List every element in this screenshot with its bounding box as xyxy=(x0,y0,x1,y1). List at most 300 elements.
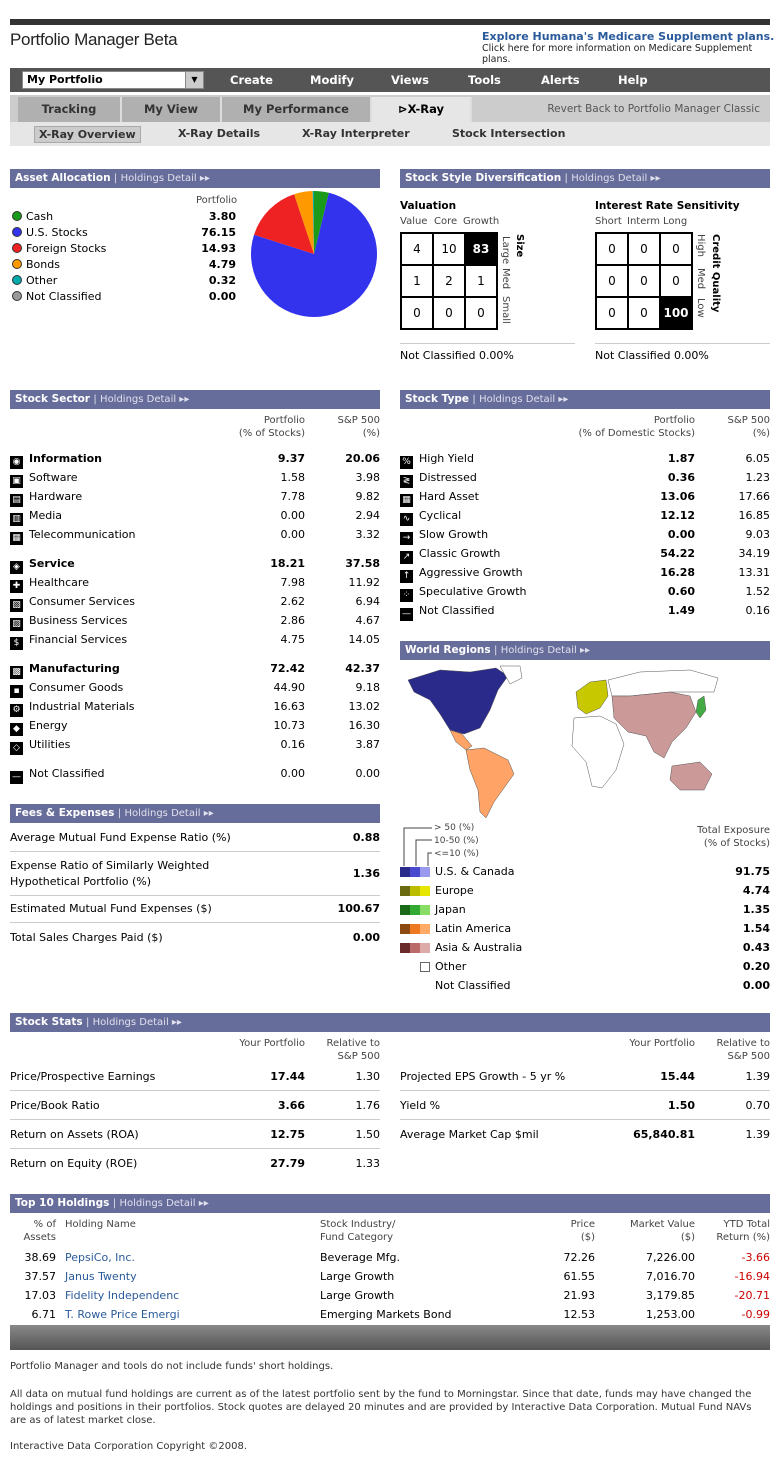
sector-icon: ◈ xyxy=(10,561,23,574)
stat-portfolio-value: 12.75 xyxy=(270,1128,305,1141)
holding-market-value: 7,016.70 xyxy=(646,1270,695,1283)
holding-industry: Beverage Mfg. xyxy=(320,1251,400,1264)
type-label: Slow Growth xyxy=(419,528,489,541)
size-med: Med xyxy=(500,268,511,290)
sector-col1-h1: Portfolio xyxy=(263,415,305,426)
asset-value: 3.80 xyxy=(208,210,236,223)
type-label: Not Classified xyxy=(419,604,495,617)
subtab-stock-intersection[interactable]: Stock Intersection xyxy=(452,127,566,140)
th-mv-2: ($) xyxy=(680,1232,695,1243)
sector-row-label xyxy=(10,700,135,717)
legend-brackets xyxy=(400,826,436,866)
sector-sp500-value: 3.98 xyxy=(355,471,380,484)
asset-label: Foreign Stocks xyxy=(26,242,107,255)
type-label: Cyclical xyxy=(419,509,462,522)
region-value: 0.20 xyxy=(742,960,770,973)
swatch-icon xyxy=(420,867,430,877)
region-label: Latin America xyxy=(435,922,512,935)
type-col1-h2: (% of Domestic Stocks) xyxy=(578,428,695,439)
asset-allocation-section xyxy=(10,169,380,188)
sector-icon: ▦ xyxy=(10,532,23,545)
fees-section: Fees & Expenses | Holdings Detail ▸▸ xyxy=(10,804,380,823)
map-south-america xyxy=(466,748,514,818)
type-icon: ∿ xyxy=(400,513,413,526)
style-cell: 1 xyxy=(465,265,497,297)
stats-col2-h2: S&P 500 xyxy=(337,1051,380,1062)
region-swatch-other xyxy=(420,962,430,972)
region-value: 0.00 xyxy=(742,979,770,992)
sector-col2-h1: S&P 500 xyxy=(337,415,380,426)
holding-industry: Emerging Markets Bond xyxy=(320,1308,452,1321)
sector-row-label xyxy=(10,767,104,784)
swatch-icon xyxy=(410,943,420,953)
type-row-label xyxy=(400,509,461,526)
type-icon: ≷ xyxy=(400,475,413,488)
type-row-label xyxy=(400,528,488,545)
legend-high: > 50 (%) xyxy=(434,823,475,833)
interest-col-short: Short xyxy=(595,216,622,227)
holding-name-link[interactable]: T. Rowe Price Emergi xyxy=(65,1308,180,1321)
holding-pct: 6.71 xyxy=(31,1308,56,1321)
interest-title: Interest Rate Sensitivity xyxy=(595,200,740,212)
interest-not-classified: Not Classified 0.00% xyxy=(595,349,709,362)
top10-section: Top 10 Holdings | Holdings Detail ▸▸ xyxy=(10,1194,770,1213)
style-cell: 0 xyxy=(660,265,692,297)
fee-label: Total Sales Charges Paid ($) xyxy=(10,931,163,944)
menu-modify[interactable]: Modify xyxy=(310,73,355,87)
asset-row-label xyxy=(12,258,60,271)
style-cell: 0 xyxy=(596,265,628,297)
legend-mid: 10-50 (%) xyxy=(434,836,479,846)
holding-market-value: 7,226.00 xyxy=(646,1251,695,1264)
sector-portfolio-value: 7.98 xyxy=(280,576,305,589)
fee-value: 0.00 xyxy=(352,931,380,944)
subtab-xray-interpreter[interactable]: X-Ray Interpreter xyxy=(302,127,410,140)
holding-ytd-return: -20.71 xyxy=(734,1289,770,1302)
sector-portfolio-value: 16.63 xyxy=(273,700,305,713)
sector-icon: ▥ xyxy=(10,513,23,526)
type-label: High Yield xyxy=(419,452,474,465)
sector-portfolio-value: 0.00 xyxy=(280,509,305,522)
style-cell: 0 xyxy=(628,233,660,265)
asset-row-label xyxy=(12,274,57,287)
sector-label: Telecommunication xyxy=(29,528,136,541)
sector-portfolio-value: 10.73 xyxy=(273,719,305,732)
region-label: Other xyxy=(435,960,467,973)
type-sp500-value: 34.19 xyxy=(738,547,770,560)
swatch-icon xyxy=(400,943,410,953)
type-sp500-value: 0.16 xyxy=(745,604,770,617)
sector-sp500-value: 2.94 xyxy=(355,509,380,522)
sector-portfolio-value: 7.78 xyxy=(280,490,305,503)
tab-my-view[interactable]: My View xyxy=(122,97,222,122)
asset-pie-chart xyxy=(250,190,378,318)
footer-note-2: All data on mutual fund holdings are current as of the latest portfolio sent by the fund to Morningstar. Since that date, funds may have changed the holdings and positions in their portfolios. Stock quotes are delayed 20 minutes and are provided by Interactive Data Corporation. Mutual Fund NAVs are as of latest market close. xyxy=(10,1389,752,1426)
style-cell: 0 xyxy=(596,233,628,265)
ad-subtext[interactable]: Click here for more information on Medicare Supplement plans. xyxy=(482,43,753,65)
sector-label: Energy xyxy=(29,719,68,732)
type-label: Hard Asset xyxy=(419,490,479,503)
holdings-detail-link[interactable]: Holdings Detail ▸▸ xyxy=(119,1198,209,1209)
fee-value: 0.88 xyxy=(352,831,380,844)
sector-row-label xyxy=(10,471,78,488)
stat-portfolio-value: 15.44 xyxy=(660,1070,695,1083)
legend-dot-icon xyxy=(12,291,22,301)
style-cell: 0 xyxy=(433,297,465,329)
stat-label: Average Market Cap $mil xyxy=(400,1128,539,1141)
type-sp500-value: 17.66 xyxy=(738,490,770,503)
valuation-col-core: Core xyxy=(434,216,458,227)
type-row-label xyxy=(400,471,477,488)
sector-sp500-value: 9.82 xyxy=(355,490,380,503)
sector-row-label xyxy=(10,557,75,574)
menu-alerts[interactable]: Alerts xyxy=(541,73,580,87)
type-portfolio-value: 0.00 xyxy=(667,528,695,541)
type-icon: % xyxy=(400,456,413,469)
divider xyxy=(400,1090,770,1091)
holding-pct: 38.69 xyxy=(24,1251,56,1264)
tab-bar xyxy=(10,95,770,122)
sector-sp500-value: 42.37 xyxy=(345,662,380,675)
sector-icon: — xyxy=(12,772,21,782)
type-icon: ↑ xyxy=(400,570,413,583)
sector-row-label xyxy=(10,719,68,736)
world-regions-section: World Regions | Holdings Detail ▸▸ xyxy=(400,641,770,660)
th-ytd-1: YTD Total xyxy=(723,1219,770,1230)
sector-col2-h2: (%) xyxy=(362,428,380,439)
swatch-icon xyxy=(410,924,420,934)
region-swatch xyxy=(400,867,432,877)
stat-portfolio-value: 65,840.81 xyxy=(633,1128,695,1141)
menu-tools[interactable]: Tools xyxy=(468,73,501,87)
stat-relative-value: 1.39 xyxy=(745,1070,770,1083)
legend-dot-icon xyxy=(12,259,22,269)
asset-label: Cash xyxy=(26,210,54,223)
map-japan xyxy=(696,696,706,718)
sector-icon: ⚙ xyxy=(10,704,23,717)
sector-sp500-value: 13.02 xyxy=(348,700,380,713)
xray-icon: ⊳ xyxy=(397,102,408,116)
holdings-detail-link[interactable]: Holdings Detail ▸▸ xyxy=(124,808,214,819)
sector-portfolio-value: 0.00 xyxy=(280,528,305,541)
menu-bar xyxy=(10,68,770,92)
sector-label: Not Classified xyxy=(29,767,105,780)
asset-label: Other xyxy=(26,274,58,287)
region-value: 1.54 xyxy=(742,922,770,935)
holding-market-value: 1,253.00 xyxy=(646,1308,695,1321)
type-col2-h2: (%) xyxy=(752,428,770,439)
style-cell: 0 xyxy=(596,297,628,329)
type-portfolio-value: 16.28 xyxy=(660,566,695,579)
region-swatch xyxy=(400,905,432,915)
holding-ytd-return: -0.99 xyxy=(741,1308,770,1321)
sector-icon: ◇ xyxy=(10,742,23,755)
stat-relative-value: 1.76 xyxy=(355,1099,380,1112)
type-sp500-value: 1.52 xyxy=(745,585,770,598)
map-australia xyxy=(670,762,712,790)
stat-relative-value: 0.70 xyxy=(745,1099,770,1112)
holding-name-link[interactable]: Fidelity Independenc xyxy=(65,1289,180,1302)
ad-link[interactable]: Explore Humana's Medicare Supplement plans. xyxy=(482,30,775,43)
sector-portfolio-value: 44.90 xyxy=(273,681,305,694)
holding-ytd-return: -16.94 xyxy=(734,1270,770,1283)
sector-icon: ◆ xyxy=(10,723,23,736)
region-label: Not Classified xyxy=(435,979,511,992)
sector-sp500-value: 4.67 xyxy=(355,614,380,627)
sector-portfolio-value: 9.37 xyxy=(277,452,305,465)
style-cell: 0 xyxy=(628,265,660,297)
stat-relative-value: 1.50 xyxy=(355,1128,380,1141)
th-price-1: Price xyxy=(570,1219,595,1230)
divider xyxy=(10,1148,380,1149)
region-label: Japan xyxy=(435,903,466,916)
stat-label: Yield % xyxy=(400,1099,441,1112)
sector-row-label xyxy=(10,614,127,631)
world-map xyxy=(400,662,770,820)
holding-name-link[interactable]: PepsiCo, Inc. xyxy=(65,1251,135,1264)
holding-industry: Large Growth xyxy=(320,1270,395,1283)
holding-pct: 37.57 xyxy=(24,1270,56,1283)
valuation-not-classified: Not Classified 0.00% xyxy=(400,349,514,362)
swatch-icon xyxy=(420,905,430,915)
size-title: Size xyxy=(514,234,525,258)
stats-col1-right: Your Portfolio xyxy=(629,1038,695,1049)
asset-value: 4.79 xyxy=(208,258,236,271)
swatch-icon xyxy=(410,886,420,896)
menu-help[interactable]: Help xyxy=(618,73,648,87)
app-logo: Portfolio Manager Beta xyxy=(10,30,178,49)
type-row-label xyxy=(400,604,494,621)
sector-icon: ✚ xyxy=(10,580,23,593)
swatch-icon xyxy=(400,924,410,934)
stat-relative-value: 1.30 xyxy=(355,1070,380,1083)
region-swatch xyxy=(400,924,432,934)
sector-row-label xyxy=(10,490,82,507)
sector-col1-h2: (% of Stocks) xyxy=(238,428,305,439)
type-portfolio-value: 54.22 xyxy=(660,547,695,560)
swatch-icon xyxy=(410,905,420,915)
style-cell: 0 xyxy=(628,297,660,329)
stat-relative-value: 1.33 xyxy=(355,1157,380,1170)
credit-quality-title: Credit Quality xyxy=(710,234,721,313)
th-pct-1: % of xyxy=(33,1219,56,1230)
holdings-detail-link[interactable]: Holdings Detail ▸▸ xyxy=(479,394,569,405)
type-icon: ⁘ xyxy=(400,589,413,602)
th-ytd-2: Return (%) xyxy=(716,1232,770,1243)
asset-label: Bonds xyxy=(26,258,60,271)
asset-row-label xyxy=(12,226,88,239)
footer-note-1: Portfolio Manager and tools do not include funds' short holdings. xyxy=(10,1361,334,1372)
th-pct-2: Assets xyxy=(23,1232,56,1243)
sector-label: Financial Services xyxy=(29,633,128,646)
sector-label: Consumer Goods xyxy=(29,681,124,694)
menu-views[interactable]: Views xyxy=(391,73,429,87)
style-cell: 0 xyxy=(465,297,497,329)
sector-label: Media xyxy=(29,509,63,522)
sector-row-label xyxy=(10,738,70,755)
sector-label: Hardware xyxy=(29,490,83,503)
sector-label: Healthcare xyxy=(29,576,89,589)
legend-dot-icon xyxy=(12,227,22,237)
asset-label: Not Classified xyxy=(26,290,102,303)
type-icon: ▦ xyxy=(400,494,413,507)
interest-col-long: Long xyxy=(663,216,688,227)
legend-low: <=10 (%) xyxy=(434,849,479,859)
type-sp500-value: 1.23 xyxy=(745,471,770,484)
footer-copyright: Interactive Data Corporation Copyright ©2008. xyxy=(10,1441,248,1452)
type-row-label xyxy=(400,585,527,602)
exposure-col-h1: Total Exposure xyxy=(697,825,770,836)
stock-sector-section: Stock Sector | Holdings Detail ▸▸ xyxy=(10,390,380,409)
subtab-xray-details[interactable]: X-Ray Details xyxy=(178,127,261,140)
holdings-detail-link[interactable]: Holdings Detail ▸▸ xyxy=(100,394,190,405)
sector-label: Manufacturing xyxy=(29,662,120,675)
type-col1-h1: Portfolio xyxy=(653,415,695,426)
sector-portfolio-value: 18.21 xyxy=(270,557,305,570)
sector-icon: ▣ xyxy=(10,475,23,488)
style-cell: 10 xyxy=(433,233,465,265)
credit-high: High xyxy=(695,234,706,257)
style-cell: 4 xyxy=(401,233,433,265)
tab-tracking[interactable]: Tracking xyxy=(18,97,122,122)
type-label: Distressed xyxy=(419,471,477,484)
interest-grid xyxy=(595,232,693,330)
credit-med: Med xyxy=(695,268,706,290)
stats-col2-right-h2: S&P 500 xyxy=(727,1051,770,1062)
region-value: 91.75 xyxy=(735,865,770,878)
swatch-icon xyxy=(400,886,410,896)
sector-portfolio-value: 0.00 xyxy=(280,767,305,780)
type-portfolio-value: 1.87 xyxy=(667,452,695,465)
type-row-label xyxy=(400,566,523,583)
holdings-detail-link[interactable]: Holdings Detail ▸▸ xyxy=(92,1017,182,1028)
legend-dot-icon xyxy=(12,243,22,253)
style-cell: 0 xyxy=(401,297,433,329)
asset-value: 0.32 xyxy=(208,274,236,287)
asset-allocation-header: Asset Allocation | Holdings Detail ▸▸ xyxy=(10,169,380,188)
sector-icon: ▨ xyxy=(10,618,23,631)
region-value: 0.43 xyxy=(742,941,770,954)
valuation-grid xyxy=(400,232,498,330)
style-div-section: Stock Style Diversification | Holdings Detail ▸▸ xyxy=(400,169,770,188)
subtab-xray-overview[interactable]: X-Ray Overview xyxy=(34,126,141,143)
sector-icon: ▪ xyxy=(10,685,23,698)
holding-industry: Large Growth xyxy=(320,1289,395,1302)
stock-type-section: Stock Type | Holdings Detail ▸▸ xyxy=(400,390,770,409)
map-north-america xyxy=(408,668,508,734)
asset-row-label xyxy=(12,242,106,255)
legend-dot-icon xyxy=(12,211,22,221)
sector-row-label xyxy=(10,528,136,545)
swatch-icon xyxy=(420,886,430,896)
divider xyxy=(10,1119,380,1120)
sector-row-label xyxy=(10,681,123,698)
holding-market-value: 3,179.85 xyxy=(646,1289,695,1302)
style-cell: 1 xyxy=(401,265,433,297)
type-portfolio-value: 0.60 xyxy=(667,585,695,598)
tab-x-ray[interactable]: ⊳X-Ray xyxy=(372,97,472,122)
menu-create[interactable]: Create xyxy=(230,73,273,87)
type-col2-h1: S&P 500 xyxy=(727,415,770,426)
legend-dot-icon xyxy=(12,275,22,285)
tab-my-performance[interactable]: My Performance xyxy=(222,97,372,122)
sector-label: Utilities xyxy=(29,738,71,751)
sector-icon: ◉ xyxy=(10,456,23,469)
style-cell: 0 xyxy=(660,233,692,265)
swatch-icon xyxy=(420,924,430,934)
sector-portfolio-value: 4.75 xyxy=(280,633,305,646)
fee-label: Expense Ratio of Similarly Weighted xyxy=(10,859,210,872)
th-mv-1: Market Value xyxy=(629,1219,695,1230)
interest-col-interm: Interm xyxy=(627,216,661,227)
sector-portfolio-value: 72.42 xyxy=(270,662,305,675)
type-row-label xyxy=(400,490,479,507)
holdings-detail-link[interactable]: Holdings Detail ▸▸ xyxy=(120,173,210,184)
region-value: 1.35 xyxy=(742,903,770,916)
map-africa xyxy=(572,716,624,788)
asset-value: 0.00 xyxy=(208,290,236,303)
sector-row-label xyxy=(10,509,62,526)
valuation-col-value: Value xyxy=(400,216,428,227)
holding-price: 61.55 xyxy=(563,1270,595,1283)
map-russia xyxy=(608,670,718,696)
type-portfolio-value: 13.06 xyxy=(660,490,695,503)
sector-icon: ▤ xyxy=(10,494,23,507)
sector-sp500-value: 0.00 xyxy=(355,767,380,780)
holdings-detail-link[interactable]: Holdings Detail ▸▸ xyxy=(571,173,661,184)
chevron-down-icon[interactable]: ▼ xyxy=(185,72,203,88)
asset-row-label xyxy=(12,290,101,303)
sector-row-label xyxy=(10,662,120,679)
stock-stats-section: Stock Stats | Holdings Detail ▸▸ xyxy=(10,1013,770,1032)
revert-link[interactable]: Revert Back to Portfolio Manager Classic xyxy=(547,103,760,115)
type-icon: ↗ xyxy=(400,551,413,564)
top-bar xyxy=(10,19,770,25)
swatch-icon xyxy=(420,943,430,953)
sector-sp500-value: 14.05 xyxy=(348,633,380,646)
type-sp500-value: 6.05 xyxy=(745,452,770,465)
fee-label: Estimated Mutual Fund Expenses ($) xyxy=(10,902,212,915)
sector-sp500-value: 6.94 xyxy=(355,595,380,608)
map-europe xyxy=(576,680,608,714)
holding-name-link[interactable]: Janus Twenty xyxy=(65,1270,137,1283)
credit-low: Low xyxy=(695,298,706,318)
th-ind-2: Fund Category xyxy=(320,1232,394,1243)
sector-label: Software xyxy=(29,471,78,484)
region-label: Asia & Australia xyxy=(435,941,523,954)
portfolio-col-label: Portfolio xyxy=(196,195,238,206)
region-value: 4.74 xyxy=(742,884,770,897)
sector-sp500-value: 11.92 xyxy=(348,576,380,589)
sector-portfolio-value: 2.62 xyxy=(280,595,305,608)
stat-relative-value: 1.39 xyxy=(745,1128,770,1141)
sector-icon: $ xyxy=(10,637,23,650)
sector-icon: ▧ xyxy=(10,599,23,612)
stat-portfolio-value: 17.44 xyxy=(270,1070,305,1083)
subtab-bar xyxy=(10,122,770,146)
asset-row-label xyxy=(12,210,53,223)
stat-label: Price/Prospective Earnings xyxy=(10,1070,156,1083)
portfolio-select[interactable]: My Portfolio ▼ xyxy=(22,71,204,89)
stat-portfolio-value: 27.79 xyxy=(270,1157,305,1170)
fee-value: 100.67 xyxy=(337,902,380,915)
sector-portfolio-value: 2.86 xyxy=(280,614,305,627)
map-asia xyxy=(612,692,696,758)
type-label: Speculative Growth xyxy=(419,585,527,598)
holdings-detail-link[interactable]: Holdings Detail ▸▸ xyxy=(500,645,590,656)
sector-label: Consumer Services xyxy=(29,595,135,608)
type-sp500-value: 16.85 xyxy=(738,509,770,522)
